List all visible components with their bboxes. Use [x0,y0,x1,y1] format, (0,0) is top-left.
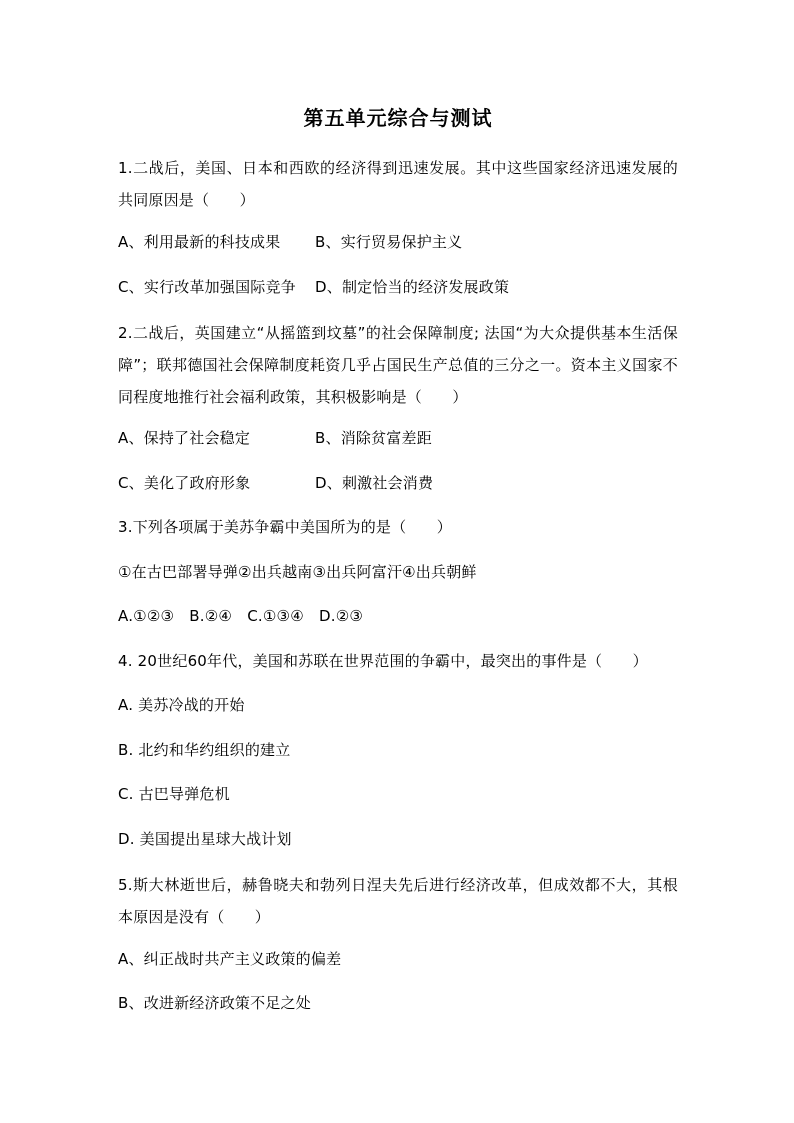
question-1-stem: 1.二战后，美国、日本和西欧的经济得到迅速发展。其中这些国家经济迅速发展的共同原因是（ ） [118,159,678,209]
question-4-option-c: C. 古巴导弹危机 [118,785,230,803]
question-2-option-b: B、消除贫富差距 [315,429,432,447]
question-1-option-a: A、利用最新的科技成果 [118,233,281,251]
page-title: 第五单元综合与测试 [303,106,493,130]
question-2-option-d: D、刺激社会消费 [315,474,434,492]
question-5-option-b: B、改进新经济政策不足之处 [118,994,311,1012]
question-1-option-b: B、实行贸易保护主义 [315,233,463,251]
question-3-options: A.①②③ B.②④ C.①③④ D.②③ [118,607,364,625]
question-1-option-c: C、实行改革加强国际竞争 [118,278,296,296]
question-2-options-row-1 [118,427,678,449]
question-4-option-d: D. 美国提出星球大战计划 [118,830,292,848]
question-2-options-row-2 [118,472,678,494]
question-5-stem: 5.斯大林逝世后，赫鲁晓夫和勃列日涅夫先后进行经济改革，但成效都不大，其根本原因是没有（ ） [118,876,678,926]
question-3-stem: 3.下列各项属于美苏争霸中美国所为的是（ ） [118,518,452,536]
question-4-option-a: A. 美苏冷战的开始 [118,696,245,714]
question-2-stem: 2.二战后，英国建立“从摇篮到坟墓”的社会保障制度; 法国“为大众提供基本生活保障”；联邦德国社会保障制度耗资几乎占国民生产总值的三分之一。资本主义国家不同程度地推行社会福利政策，其积极影响是（ ） [118,324,678,406]
question-1-options-row-1 [118,231,678,253]
question-5-option-a: A、纠正战时共产主义政策的偏差 [118,950,342,968]
question-1-options-row-2 [118,276,678,298]
question-3-sub-items: ①在古巴部署导弹②出兵越南③出兵阿富汗④出兵朝鲜 [118,563,477,581]
question-4-stem: 4. 20世纪60年代，美国和苏联在世界范围的争霸中，最突出的事件是（ ） [118,652,648,670]
question-2-option-a: A、保持了社会稳定 [118,429,251,447]
question-1-option-d: D、制定恰当的经济发展政策 [315,278,510,296]
question-4-option-b: B. 北约和华约组织的建立 [118,741,291,759]
question-2-option-c: C、美化了政府形象 [118,474,251,492]
